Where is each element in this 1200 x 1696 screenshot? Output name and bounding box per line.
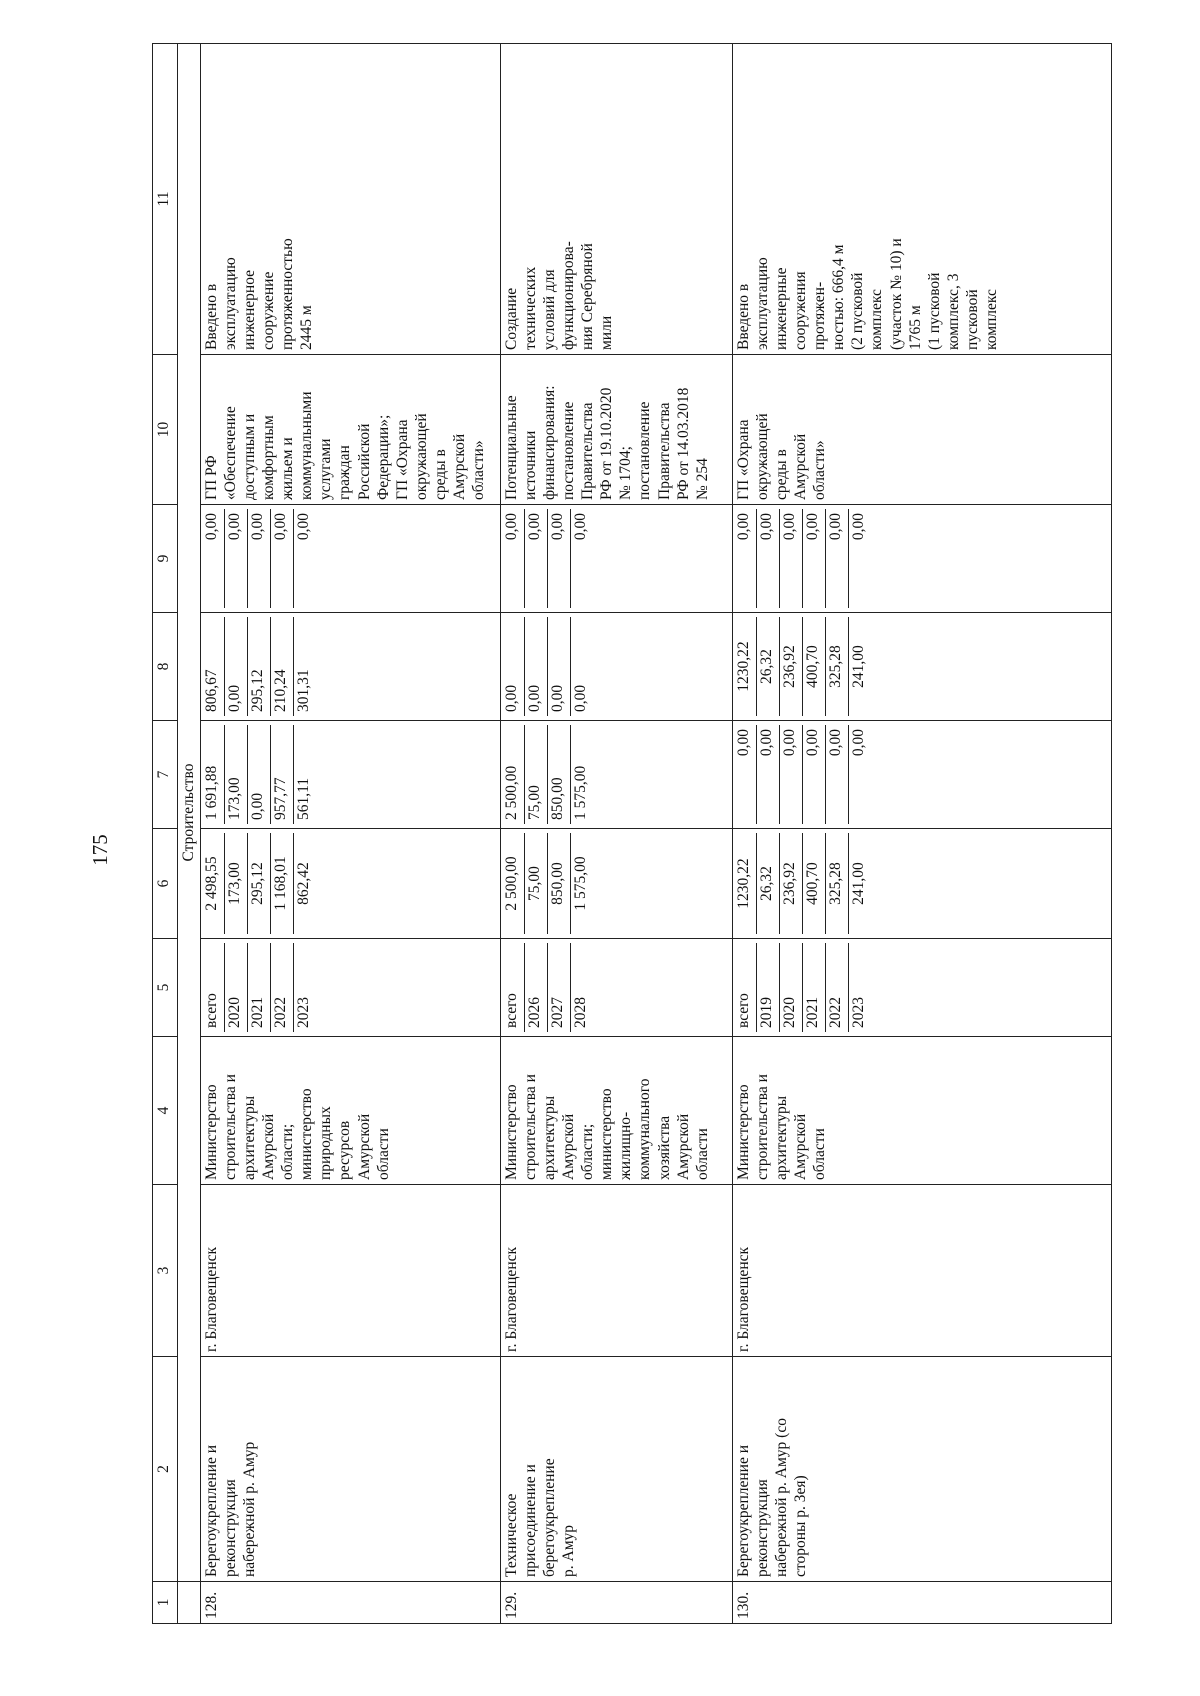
- funding-value: 0,00: [202, 509, 225, 608]
- funding-value: 0,00: [734, 509, 757, 608]
- year-value: всего: [734, 943, 757, 1032]
- year-value: 2021: [803, 943, 826, 1032]
- funding-value: 173,00: [225, 833, 248, 934]
- funding-value: 862,42: [295, 862, 312, 905]
- program-reference: ГП «Охрана окружающей среды в Амурской области»: [733, 355, 1112, 505]
- funding-value: 850,00: [548, 725, 571, 824]
- investment-projects-table: [152, 43, 1112, 1624]
- header-col-10: 10: [153, 355, 178, 505]
- funding-value: 806,67: [202, 617, 225, 716]
- funding-value: 0,00: [826, 509, 849, 608]
- year-value: 2028: [572, 997, 589, 1028]
- year-value: 2019: [757, 943, 780, 1032]
- year-value: 2021: [248, 943, 271, 1032]
- funding-value: 2 500,00: [502, 833, 525, 934]
- funding-value: 236,92: [780, 833, 803, 934]
- funding-value: 0,00: [525, 509, 548, 608]
- funding-value: 0,00: [780, 725, 803, 824]
- funding-value: 0,00: [548, 509, 571, 608]
- row-number: 128.: [201, 1582, 501, 1624]
- header-col-5: 5: [153, 939, 178, 1037]
- column-number-header-row: [153, 44, 178, 1624]
- header-col-1: 1: [153, 1582, 178, 1624]
- executor: Министерство строительства и архитектуры Амурской области; министерство жилищно- коммунального хозяйства Амурской области: [501, 1037, 733, 1185]
- total-funding-cell: [501, 829, 733, 939]
- funding-value: 0,00: [757, 509, 780, 608]
- funding-value: 400,70: [803, 617, 826, 716]
- header-col-7: 7: [153, 721, 178, 829]
- year-value: 2026: [525, 943, 548, 1032]
- funding-value: 1230,22: [734, 833, 757, 934]
- other-funding-cell: [501, 505, 733, 613]
- regional-funding-cell: [733, 613, 1112, 721]
- header-col-4: 4: [153, 1037, 178, 1185]
- funding-value: 1 575,00: [572, 765, 589, 820]
- funding-value: 0,00: [225, 509, 248, 608]
- year-value: 2022: [271, 943, 294, 1032]
- investment-projects-table-wrapper: [152, 44, 1112, 1624]
- regional-funding-cell: [201, 613, 501, 721]
- funding-value: 241,00: [850, 645, 867, 688]
- table-row: [201, 44, 501, 1624]
- header-col-11: 11: [153, 44, 178, 355]
- other-funding-cell: [733, 505, 1112, 613]
- other-funding-cell: [201, 505, 501, 613]
- years-cell: [501, 939, 733, 1037]
- funding-value: 0,00: [271, 509, 294, 608]
- funding-value: 1 168,01: [271, 833, 294, 934]
- funding-value: 0,00: [248, 509, 271, 608]
- header-col-9: 9: [153, 505, 178, 613]
- funding-value: 325,28: [826, 833, 849, 934]
- executor: Министерство строительства и архитектуры Амурской области; министерство природных ресурсов Амурской области: [201, 1037, 501, 1185]
- funding-value: 0,00: [572, 513, 589, 541]
- funding-value: 850,00: [548, 833, 571, 934]
- funding-value: 0,00: [757, 725, 780, 824]
- year-value: всего: [202, 943, 225, 1032]
- funding-value: 957,77: [271, 725, 294, 824]
- funding-value: 26,32: [757, 617, 780, 716]
- object-location: г. Благовещенск: [501, 1185, 733, 1357]
- year-value: 2020: [780, 943, 803, 1032]
- funding-value: 1 691,88: [202, 725, 225, 824]
- expected-result: Введено в эксплуатацию инженерное сооружение протяженностью 2445 м: [201, 44, 501, 355]
- section-empty-cell: [178, 1582, 201, 1624]
- funding-value: 0,00: [295, 513, 312, 541]
- expected-result: Создание технических условий для функционирова- ния Серебряной мили: [501, 44, 733, 355]
- program-reference: Потенциальные источники финансирования: постановление Правительства РФ от 19.10.2020 № 1704; постановление Правительства РФ от 14.03.2018 № 254: [501, 355, 733, 505]
- executor: Министерство строительства и архитектуры Амурской области: [733, 1037, 1112, 1185]
- regional-funding-cell: [501, 613, 733, 721]
- funding-value: 561,11: [295, 777, 312, 820]
- object-location: г. Благовещенск: [733, 1185, 1112, 1357]
- funding-value: 301,31: [295, 669, 312, 712]
- header-col-3: 3: [153, 1185, 178, 1357]
- federal-funding-cell: [733, 721, 1112, 829]
- funding-value: 0,00: [850, 729, 867, 757]
- federal-funding-cell: [201, 721, 501, 829]
- program-reference: ГП РФ «Обеспечение доступным и комфортным жильем и коммунальными услугами граждан Российской Федерации»; ГП «Охрана окружающей среды в Амурской области»: [201, 355, 501, 505]
- funding-value: 0,00: [803, 509, 826, 608]
- row-number: 130.: [733, 1582, 1112, 1624]
- funding-value: 75,00: [525, 833, 548, 934]
- year-value: 2023: [295, 997, 312, 1028]
- funding-value: 173,00: [225, 725, 248, 824]
- funding-value: 236,92: [780, 617, 803, 716]
- year-value: 2023: [850, 997, 867, 1028]
- table-row: [733, 44, 1112, 1624]
- funding-value: 1230,22: [734, 617, 757, 716]
- funding-value: 0,00: [803, 725, 826, 824]
- section-row: [178, 44, 201, 1624]
- funding-value: 0,00: [734, 725, 757, 824]
- header-col-8: 8: [153, 613, 178, 721]
- year-value: всего: [502, 943, 525, 1032]
- year-value: 2020: [225, 943, 248, 1032]
- funding-value: 400,70: [803, 833, 826, 934]
- federal-funding-cell: [501, 721, 733, 829]
- section-title: Строительство: [178, 44, 201, 1582]
- funding-value: 325,28: [826, 617, 849, 716]
- object-name: Берегоукрепление и реконструкция набережной р. Амур: [201, 1357, 501, 1582]
- funding-value: 0,00: [502, 509, 525, 608]
- funding-value: 0,00: [525, 617, 548, 716]
- funding-value: 210,24: [271, 617, 294, 716]
- funding-value: 0,00: [502, 617, 525, 716]
- object-name: Берегоукрепление и реконструкция набережной р. Амур (со стороны р. Зея): [733, 1357, 1112, 1582]
- funding-value: 0,00: [850, 513, 867, 541]
- funding-value: 241,00: [850, 862, 867, 905]
- funding-value: 0,00: [780, 509, 803, 608]
- table-row: [501, 44, 733, 1624]
- page-number: 175: [88, 834, 112, 866]
- funding-value: 26,32: [757, 833, 780, 934]
- header-col-6: 6: [153, 829, 178, 939]
- total-funding-cell: [733, 829, 1112, 939]
- funding-value: 2 498,55: [202, 833, 225, 934]
- funding-value: 0,00: [548, 617, 571, 716]
- object-location: г. Благовещенск: [201, 1185, 501, 1357]
- total-funding-cell: [201, 829, 501, 939]
- funding-value: 1 575,00: [572, 856, 589, 911]
- funding-value: 75,00: [525, 725, 548, 824]
- year-value: 2022: [826, 943, 849, 1032]
- years-cell: [201, 939, 501, 1037]
- funding-value: 0,00: [572, 684, 589, 712]
- funding-value: 2 500,00: [502, 725, 525, 824]
- funding-value: 0,00: [225, 617, 248, 716]
- funding-value: 295,12: [248, 617, 271, 716]
- funding-value: 295,12: [248, 833, 271, 934]
- year-value: 2027: [548, 943, 571, 1032]
- object-name: Техническое присоединение и берегоукрепление р. Амур: [501, 1357, 733, 1582]
- years-cell: [733, 939, 1112, 1037]
- funding-value: 0,00: [248, 725, 271, 824]
- row-number: 129.: [501, 1582, 733, 1624]
- funding-value: 0,00: [826, 725, 849, 824]
- header-col-2: 2: [153, 1357, 178, 1582]
- expected-result: Введено в эксплуатацию инженерные сооружения протяжен- ностью: 666,4 м (2 пусковой комплекс (участок № 10) и 1765 м (1 пусковой комплекс, 3 пусковой комплекс: [733, 44, 1112, 355]
